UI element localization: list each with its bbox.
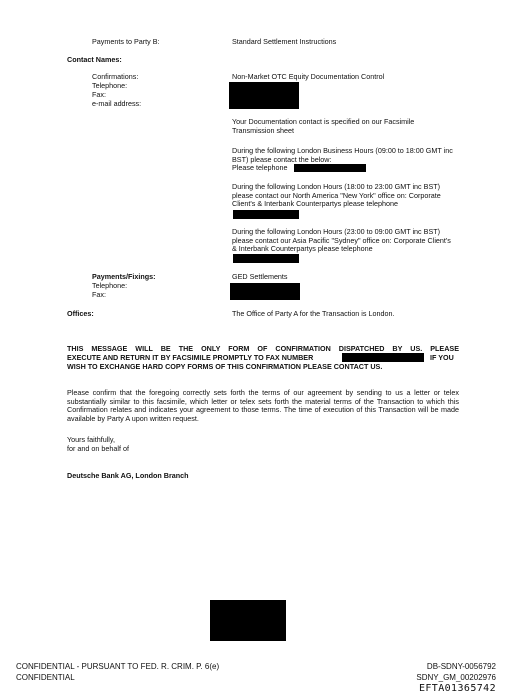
payments-fixings-heading: Payments/Fixings: (92, 272, 156, 281)
notice-line-3: WISH TO EXCHANGE HARD COPY FORMS OF THIS CONFIRMATION PLEASE CONTACT US. (67, 362, 383, 371)
confirmations-value: Non-Market OTC Equity Documentation Control (232, 72, 385, 81)
footer-confidential-line-1: CONFIDENTIAL - PURSUANT TO FED. R. CRIM. P. 6(e) (16, 662, 220, 671)
notice-line-2a: EXECUTE AND RETURN IT BY FACSIMILE PROMPTLY TO FAX NUMBER (67, 353, 314, 362)
contact-names-heading: Contact Names: (67, 55, 122, 64)
signatory: Deutsche Bank AG, London Branch (67, 471, 189, 480)
payments-fax-label: Fax: (92, 290, 106, 299)
redaction-box (229, 82, 299, 109)
offices-value: The Office of Party A for the Transaction is London. (232, 309, 395, 318)
notice-line-1: THIS MESSAGE WILL BE THE ONLY FORM OF CONFIRMATION DISPATCHED BY US. PLEASE (67, 344, 459, 353)
fax-label: Fax: (92, 90, 106, 99)
payments-value: Standard Settlement Instructions (232, 37, 337, 46)
footer-confidential-line-2: CONFIDENTIAL (16, 673, 75, 682)
payments-label: Payments to Party B: (92, 37, 160, 46)
signature-redaction (210, 600, 286, 641)
redaction-box (342, 353, 424, 362)
footer-bates-db: DB-SDNY-0056792 (426, 662, 496, 671)
payments-fixings-value: GED Settlements (232, 272, 288, 281)
redaction-box (294, 164, 366, 172)
sydney-hours-text: During the following London Hours (23:00 to 09:00 GMT inc BST) please contact our Asia Pacific "Sydney" office on: Corporate Client's & Interbank Counterpartys please telephone (232, 227, 451, 254)
confirmation-paragraph: Please confirm that the foregoing correctly sets forth the terms of our agreement by sending to us a letter or telex substantially similar to this facsimile, which letter or telex sets forth the material terms of the Transaction to which this Confirmation relates and indicates your agreement to those terms. The time of execution of this Transaction will be made available by Party A upon written request. (67, 388, 459, 423)
email-label: e-mail address: (92, 99, 142, 108)
redaction-box (233, 254, 299, 263)
closing-line-1: Yours faithfully, (67, 435, 115, 444)
footer-bates-sdny: SDNY_GM_00202976 (416, 673, 496, 682)
doc-contact-note: Your Documentation contact is specified on our Facsimile Transmission sheet (232, 117, 415, 135)
payments-telephone-label: Telephone: (92, 281, 128, 290)
confirmations-label: Confirmations: (92, 72, 139, 81)
footer-bates-efta: EFTA01365742 (418, 683, 496, 694)
redaction-box (233, 210, 299, 219)
ny-hours-text: During the following London Hours (18:00 to 23:00 GMT inc BST) please contact our North America "New York" office on: Corporate Client's & Interbank Counterpartys please telephone (232, 182, 441, 209)
telephone-label: Telephone: (92, 81, 128, 90)
business-hours-text: During the following London Business Hours (09:00 to 18:00 GMT inc BST) please contact the below: (232, 146, 453, 164)
offices-label: Offices: (67, 309, 94, 318)
business-hours-phone-label: Please telephone (232, 163, 288, 172)
redaction-box (230, 283, 300, 300)
closing-line-2: for and on behalf of (67, 444, 129, 453)
notice-line-2b: IF YOU (430, 353, 454, 362)
